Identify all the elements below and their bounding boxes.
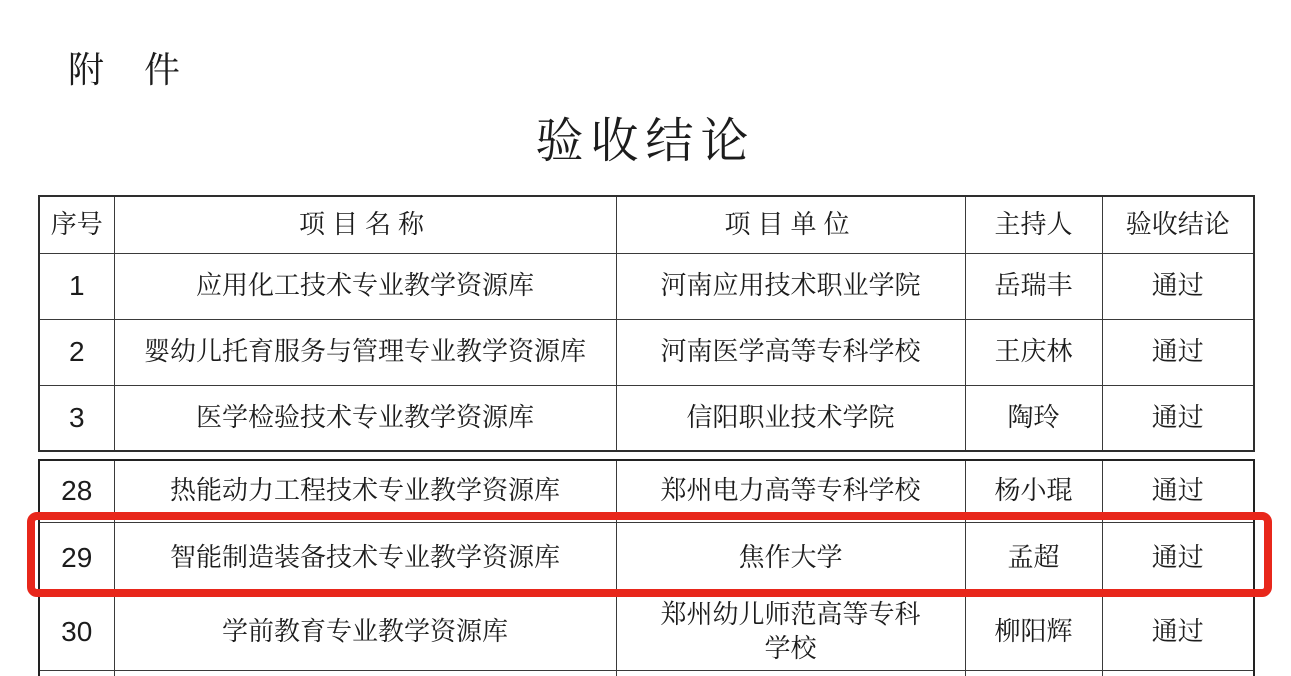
cell-project-org: 郑州电力高等专科学校 — [616, 460, 965, 522]
cell-result: 通过 — [1102, 385, 1254, 451]
results-table-segment-2 — [38, 459, 1255, 676]
cell-project-name: 学前教育专业教学资源库 — [114, 593, 616, 670]
table-row — [39, 385, 1254, 451]
table-row-highlighted — [39, 522, 1254, 593]
column-header-project-name: 项目名称 — [114, 196, 616, 253]
cell-host: 陶玲 — [965, 385, 1102, 451]
table-row — [39, 593, 1254, 670]
cell-project-name: 热能动力工程技术专业教学资源库 — [114, 460, 616, 522]
cell-project-name: 智能制造装备技术专业教学资源库 — [114, 522, 616, 593]
cell-project-org: 信阳职业技术学院 — [616, 385, 965, 451]
cell-result: 通过 — [1102, 253, 1254, 319]
cell-project-name: 医学检验技术专业教学资源库 — [114, 385, 616, 451]
table-row — [39, 319, 1254, 385]
column-header-project-org: 项目单位 — [616, 196, 965, 253]
cell-project-name: 婴幼儿托育服务与管理专业教学资源库 — [114, 319, 616, 385]
cell-no: 3 — [39, 385, 114, 451]
cell-result: 通过 — [1102, 460, 1254, 522]
attachment-label: 附 件 — [68, 50, 183, 90]
cell-no: 2 — [39, 319, 114, 385]
partial-next-row — [39, 670, 1254, 676]
cell-host: 杨小琨 — [965, 460, 1102, 522]
cell-result: 通过 — [1102, 593, 1254, 670]
results-table — [38, 195, 1253, 676]
page-title: 验收结论 — [535, 115, 756, 168]
column-header-no: 序号 — [39, 196, 114, 253]
cell-result: 通过 — [1102, 522, 1254, 593]
cell-project-org: 郑州幼儿师范高等专科学校 — [616, 593, 965, 670]
cell-project-name: 应用化工技术专业教学资源库 — [114, 253, 616, 319]
table-row — [39, 460, 1254, 522]
cell-host: 岳瑞丰 — [965, 253, 1102, 319]
cell-project-org: 河南医学高等专科学校 — [616, 319, 965, 385]
cell-no: 1 — [39, 253, 114, 319]
cell-host: 孟超 — [965, 522, 1102, 593]
cell-no: 29 — [39, 522, 114, 593]
cell-host: 柳阳辉 — [965, 593, 1102, 670]
cell-no: 30 — [39, 593, 114, 670]
table-row — [39, 253, 1254, 319]
results-table-segment-1 — [38, 195, 1255, 452]
header-row — [39, 196, 1254, 253]
cell-host: 王庆林 — [965, 319, 1102, 385]
cell-project-org: 河南应用技术职业学院 — [616, 253, 965, 319]
cell-result: 通过 — [1102, 319, 1254, 385]
cell-project-org: 焦作大学 — [616, 522, 965, 593]
column-header-host: 主持人 — [965, 196, 1102, 253]
column-header-result: 验收结论 — [1102, 196, 1254, 253]
cell-no: 28 — [39, 460, 114, 522]
